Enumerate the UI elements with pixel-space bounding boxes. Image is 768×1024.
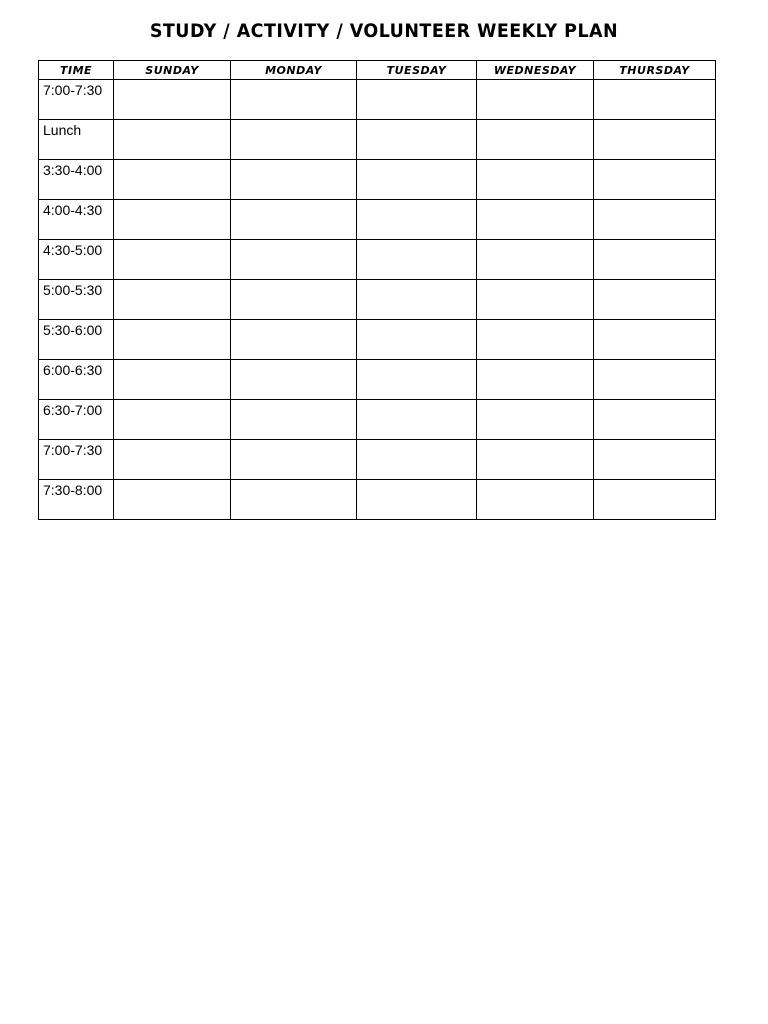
plan-cell[interactable] — [231, 440, 357, 480]
time-cell: 7:00-7:30 — [39, 440, 114, 480]
plan-cell[interactable] — [477, 440, 594, 480]
plan-cell[interactable] — [231, 240, 357, 280]
header-row — [39, 61, 716, 80]
header-thursday: THURSDAY — [594, 61, 716, 80]
table-row — [39, 80, 716, 120]
plan-cell[interactable] — [477, 120, 594, 160]
plan-cell[interactable] — [594, 480, 716, 520]
plan-cell[interactable] — [477, 80, 594, 120]
plan-cell[interactable] — [594, 160, 716, 200]
plan-cell[interactable] — [114, 80, 231, 120]
page-title: STUDY / ACTIVITY / VOLUNTEER WEEKLY PLAN — [149, 20, 619, 42]
time-cell: 6:00-6:30 — [39, 360, 114, 400]
time-cell: Lunch — [39, 120, 114, 160]
time-cell: 4:30-5:00 — [39, 240, 114, 280]
plan-cell[interactable] — [114, 240, 231, 280]
time-cell: 5:00-5:30 — [39, 280, 114, 320]
table-row — [39, 400, 716, 440]
plan-cell[interactable] — [594, 80, 716, 120]
plan-cell[interactable] — [357, 160, 477, 200]
plan-cell[interactable] — [231, 280, 357, 320]
header-tuesday: TUESDAY — [357, 61, 477, 80]
table-row — [39, 240, 716, 280]
table-row — [39, 360, 716, 400]
header-monday: MONDAY — [231, 61, 357, 80]
plan-cell[interactable] — [114, 400, 231, 440]
plan-cell[interactable] — [357, 320, 477, 360]
plan-cell[interactable] — [231, 120, 357, 160]
plan-cell[interactable] — [594, 360, 716, 400]
table-row — [39, 120, 716, 160]
header-wednesday: WEDNESDAY — [477, 61, 594, 80]
plan-cell[interactable] — [357, 480, 477, 520]
plan-cell[interactable] — [357, 80, 477, 120]
plan-cell[interactable] — [477, 400, 594, 440]
plan-cell[interactable] — [477, 480, 594, 520]
plan-cell[interactable] — [231, 160, 357, 200]
time-cell: 3:30-4:00 — [39, 160, 114, 200]
table-row — [39, 480, 716, 520]
plan-cell[interactable] — [477, 360, 594, 400]
plan-cell[interactable] — [114, 440, 231, 480]
plan-cell[interactable] — [594, 240, 716, 280]
plan-cell[interactable] — [357, 120, 477, 160]
plan-cell[interactable] — [114, 160, 231, 200]
plan-cell[interactable] — [114, 320, 231, 360]
plan-cell[interactable] — [477, 200, 594, 240]
table-row — [39, 200, 716, 240]
plan-cell[interactable] — [594, 120, 716, 160]
plan-cell[interactable] — [357, 200, 477, 240]
plan-cell[interactable] — [357, 360, 477, 400]
plan-cell[interactable] — [231, 80, 357, 120]
plan-cell[interactable] — [114, 480, 231, 520]
plan-cell[interactable] — [594, 320, 716, 360]
plan-cell[interactable] — [114, 280, 231, 320]
plan-cell[interactable] — [594, 200, 716, 240]
table-row — [39, 160, 716, 200]
plan-cell[interactable] — [231, 320, 357, 360]
plan-cell[interactable] — [114, 120, 231, 160]
plan-cell[interactable] — [357, 280, 477, 320]
plan-cell[interactable] — [594, 280, 716, 320]
plan-cell[interactable] — [357, 440, 477, 480]
plan-cell[interactable] — [477, 160, 594, 200]
time-cell: 6:30-7:00 — [39, 400, 114, 440]
plan-cell[interactable] — [477, 240, 594, 280]
plan-cell[interactable] — [594, 440, 716, 480]
plan-cell[interactable] — [231, 200, 357, 240]
plan-cell[interactable] — [357, 240, 477, 280]
table-row — [39, 320, 716, 360]
plan-cell[interactable] — [231, 360, 357, 400]
table-row — [39, 440, 716, 480]
header-time: TIME — [39, 61, 114, 80]
plan-cell[interactable] — [594, 400, 716, 440]
weekly-plan-table — [38, 60, 716, 520]
time-cell: 7:30-8:00 — [39, 480, 114, 520]
plan-cell[interactable] — [477, 320, 594, 360]
time-cell: 5:30-6:00 — [39, 320, 114, 360]
header-sunday: SUNDAY — [114, 61, 231, 80]
time-cell: 7:00-7:30 — [39, 80, 114, 120]
plan-cell[interactable] — [114, 200, 231, 240]
plan-cell[interactable] — [114, 360, 231, 400]
plan-cell[interactable] — [477, 280, 594, 320]
time-cell: 4:00-4:30 — [39, 200, 114, 240]
plan-cell[interactable] — [231, 400, 357, 440]
table-row — [39, 280, 716, 320]
plan-cell[interactable] — [231, 480, 357, 520]
plan-cell[interactable] — [357, 400, 477, 440]
